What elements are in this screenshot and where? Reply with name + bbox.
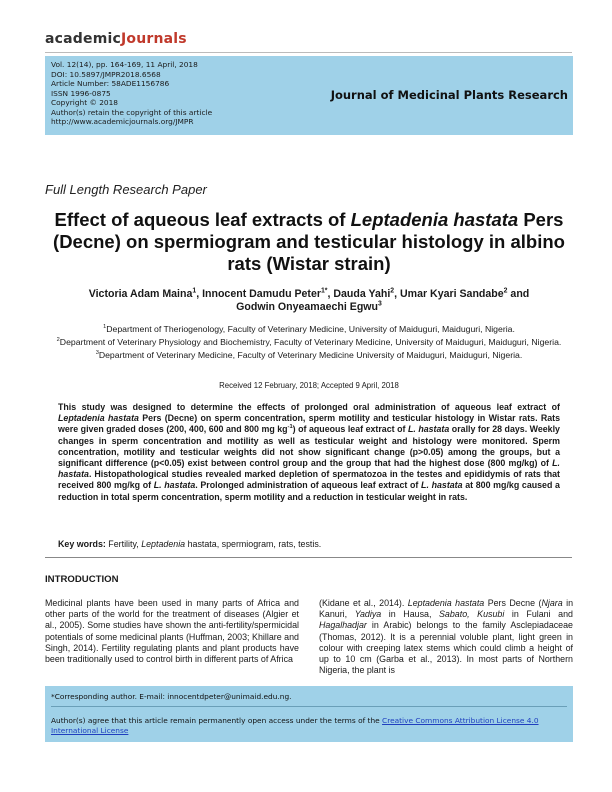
abstract-italic: L. hastata	[421, 480, 463, 491]
affiliation	[50, 350, 568, 361]
title-part2: Pers (Decne) on spermiogram and testicular histology in albino rats (Wistar strain)	[53, 209, 565, 274]
intro-italic: Yadiya	[354, 609, 382, 620]
keywords-label: Key words:	[58, 539, 106, 549]
meta-url[interactable]: http://www.academicjournals.org/JMPR	[51, 117, 194, 126]
article-meta	[51, 60, 212, 127]
logo-journals: Journals	[121, 31, 187, 47]
intro-text: in Fulani and	[504, 609, 573, 620]
author-sup: 1	[192, 287, 197, 295]
author-sup: 3	[378, 300, 382, 308]
author-name: Dauda Yahi	[333, 288, 391, 300]
meta-copyright: Copyright © 2018	[51, 98, 119, 107]
author-name: Godwin Onyeamaechi Egwu	[236, 301, 379, 313]
intro-text: (Kidane et al., 2014).	[319, 598, 408, 608]
keywords	[58, 539, 560, 550]
title-part1: Effect of aqueous leaf extracts of	[54, 209, 351, 230]
abstract-text: orally for 28 days. Weekly changes in sperm concentration and motility as well as testicular weight and histology were monitored. Sperm concentration, motility and testicular weights did not show significant change (p>0.05) among the groups, but a significant difference (p<0.05) exist between control group and the group that had the highest dose (800 mg/kg) of	[58, 424, 560, 469]
intro-text: in Kanuri,	[319, 598, 574, 620]
header-rule	[45, 52, 572, 53]
abstract-text: Pers (Decne) on sperm concentration, sperm motility and testicular histology in Wistar rats. Rats were given graded doses (200, 400, 600 and 800 mg kg	[58, 413, 560, 435]
intro-text: in Arabic) belongs to the family Asclepiadaceae (Thomas, 2012). It is a perennial voluble plant, light green in colour with creeping latex stems which could climb a height of up to 10 cm (Garba et al., 2013). In most parts of Northern Nigeria, the plant is	[319, 620, 573, 676]
intro-right-column	[319, 598, 573, 676]
affiliations	[50, 324, 568, 362]
author-sup: 1*	[320, 287, 328, 295]
meta-rights: Author(s) retain the copyright of this article	[51, 107, 213, 117]
abstract-text: . Prolonged administration of aqueous leaf extract of	[195, 480, 422, 491]
affiliation	[50, 324, 568, 335]
footer-rule	[51, 706, 567, 707]
abstract-italic: L. hastata	[58, 458, 560, 480]
license-text: Author(s) agree that this article remain permanently open access under the terms of the	[51, 716, 383, 725]
affiliation	[50, 337, 568, 348]
abstract-italic: Leptadenia hastata	[58, 413, 139, 424]
author-sep: and	[507, 288, 530, 300]
affiliation-text: Department of Veterinary Medicine, Faculty of Veterinary Medicine University of Maiduguri, Maiduguri, Nigeria.	[98, 349, 523, 360]
title-italic: Leptadenia hastata	[350, 209, 519, 230]
journal-name: Journal of Medicinal Plants Research	[330, 88, 568, 102]
author-sep: ,	[196, 288, 203, 300]
corresponding-author: *Corresponding author. E-mail: innocentdpeter@unimaid.edu.ng.	[51, 692, 292, 701]
intro-text: Pers Decne (	[484, 598, 542, 608]
abstract-text: This study was designed to determine the effects of prolonged oral administration of aqueous leaf extract of	[58, 402, 560, 412]
author-sup: 2	[390, 287, 395, 295]
intro-text: in Hausa,	[381, 609, 439, 620]
author-list	[45, 288, 573, 314]
abstract-sup: -1	[287, 424, 293, 431]
publisher-logo	[45, 31, 187, 47]
intro-italic: Leptadenia hastata	[407, 598, 485, 608]
intro-left-column: Medicinal plants have been used in many parts of Africa and other parts of the world for the treatment of diseases (Algier et al., 2005). Some studies have shown the anti-fertility/spermicidal potentials of some medicinal plants (Huffman, 2003; Khillare and Singh, 2014). Fertility regulating plants and plant products have been traditionally used to control birth in different parts of Africa	[45, 598, 299, 665]
keywords-italic: Leptadenia	[141, 539, 186, 549]
abstract-italic: L. hastata	[407, 424, 450, 435]
intro-italic: Sabato, Kusubi	[439, 609, 505, 620]
abstract-text: at 800 mg/kg caused a reduction in total sperm concentration, sperm motility and a reduction in testicular weight in rats.	[58, 480, 560, 502]
meta-doi: DOI: 10.5897/JMPR2018.6568	[51, 69, 161, 79]
paper-title	[45, 209, 573, 275]
received-date: Received 12 February, 2018; Accepted 9 April, 2018	[219, 381, 399, 390]
article-info-box	[45, 56, 573, 135]
intro-italic: Hagalhadjar	[319, 620, 367, 631]
keywords-text: hastata, spermiogram, rats, testis.	[185, 539, 322, 549]
abstract-text: ) of aqueous leaf extract of	[292, 424, 408, 435]
abstract-text: . Histopathological studies revealed marked depletion of spermatozoa in the testes and epididymis of rats that received 800 mg/kg of	[58, 469, 560, 491]
license-statement	[51, 716, 565, 736]
license-link[interactable]: Creative Commons Attribution License 4.0 International License	[51, 716, 539, 735]
affiliation-text: Department of Veterinary Physiology and Biochemistry, Faculty of Veterinary Medicine, University of Maiduguri, Maiduguri, Nigeria.	[59, 336, 562, 347]
meta-article-number: Article Number: 58ADE1156786	[51, 79, 170, 88]
meta-volume: Vol. 12(14), pp. 164-169, 11 April, 2018	[51, 60, 198, 69]
affiliation-text: Department of Theriogenology, Faculty of Veterinary Medicine, University of Maiduguri, Maiduguri, Nigeria.	[106, 324, 515, 334]
logo-academic: academic	[45, 31, 121, 47]
abstract-italic: L. hastata	[153, 480, 196, 491]
keywords-text: Fertility,	[105, 539, 142, 549]
affiliation-sup: 2	[56, 336, 60, 343]
meta-issn: ISSN 1996-0875	[51, 88, 111, 98]
abstract	[58, 402, 560, 503]
author-sep: ,	[394, 288, 401, 300]
section-heading-introduction: INTRODUCTION	[45, 574, 119, 585]
author-sep: ,	[327, 288, 334, 300]
affiliation-sup: 3	[95, 349, 99, 356]
footer-box	[45, 686, 573, 742]
paper-type: Full Length Research Paper	[45, 182, 207, 197]
author-name: Innocent Damudu Peter	[202, 288, 321, 300]
keywords-rule	[45, 557, 572, 558]
author-name: Umar Kyari Sandabe	[400, 288, 504, 300]
author-name: Victoria Adam Maina	[88, 288, 193, 300]
intro-italic: Njara	[541, 598, 563, 608]
author-sup: 2	[503, 287, 508, 295]
affiliation-sup: 1	[103, 324, 107, 331]
